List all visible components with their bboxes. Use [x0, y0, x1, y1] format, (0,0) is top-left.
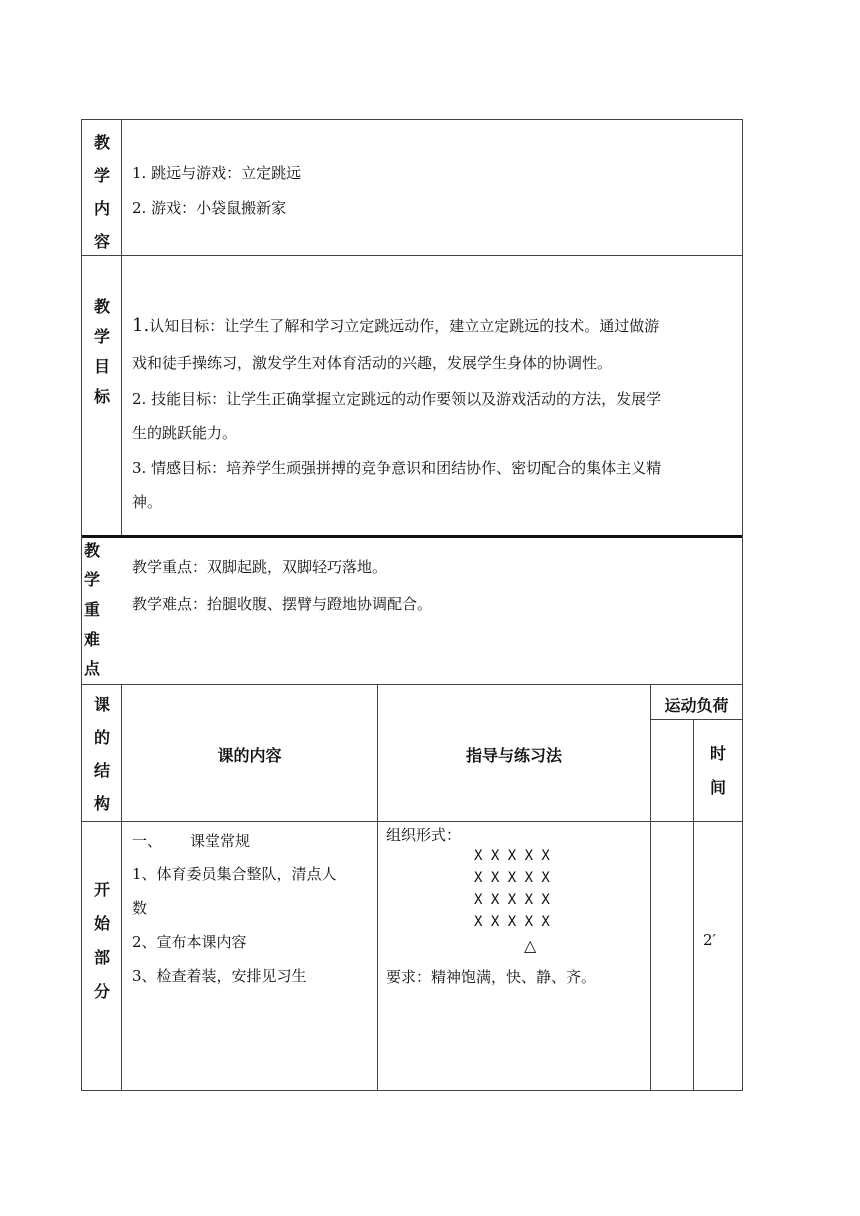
objective-2-line-2: 生的跳跃能力。: [132, 424, 238, 442]
lesson-content-header: 课的内容: [217, 746, 282, 765]
teaching-focus: 教学重点：双脚起跳，双脚轻巧落地。: [132, 558, 388, 576]
load-header-divider: [650, 719, 743, 720]
row-divider-content: [81, 255, 743, 256]
table-right-border: [742, 119, 743, 1091]
keypoints-row-label: 教 学 重 难 点: [83, 541, 100, 678]
organization-label: 组织形式：: [386, 826, 462, 844]
requirement-text: 要求：精神饱满，快、静、齐。: [386, 968, 597, 986]
routine-item-1-line-1: 1、体育委员集合整队，清点人: [132, 865, 337, 883]
row-divider-keypoints: [81, 684, 743, 685]
teaching-difficulty: 教学难点：抬腿收腹、摆臂与蹬地协调配合。: [132, 595, 433, 613]
routine-item-3: 3、检查着装，安排见习生: [132, 967, 307, 985]
content-row-label: 教 学 内 容: [93, 133, 110, 251]
time-header: 时 间: [709, 744, 726, 797]
objective-2-line-1: 2. 技能目标：让学生正确掌握立定跳远的动作要领以及游戏活动的方法，发展学: [132, 390, 662, 408]
method-load-divider: [650, 684, 651, 1091]
table-bottom-border: [81, 1090, 743, 1091]
structure-row-label: 课 的 结 构: [93, 695, 110, 813]
objective-3-line-2: 神。: [132, 493, 163, 511]
formation-row: X X X X X: [474, 914, 550, 930]
routine-item-1-line-2: 数: [132, 899, 148, 917]
objective-1-line-1: 1.认知目标：让学生了解和学习立定跳远动作，建立立定跳远的技术。通过做游: [132, 315, 660, 336]
start-section-label: 开 始 部 分: [93, 880, 110, 1001]
teacher-position-icon: △: [524, 936, 537, 955]
formation-row: X X X X X: [474, 870, 550, 886]
load-header: 运动负荷: [664, 696, 729, 715]
content-item-1: 1. 跳远与游戏：立定跳远: [132, 164, 302, 182]
routine-item-2: 2、宣布本课内容: [132, 933, 247, 951]
row-divider-objectives: [81, 535, 743, 538]
formation-row: X X X X X: [474, 848, 550, 864]
method-header: 指导与练习法: [465, 746, 562, 765]
objective-3-line-1: 3. 情感目标：培养学生顽强拼搏的竞争意识和团结协作、密切配合的集体主义精: [132, 459, 662, 477]
formation-row: X X X X X: [474, 892, 550, 908]
content-item-2: 2. 游戏：小袋鼠搬新家: [132, 199, 287, 217]
objective-1-number: 1.: [132, 315, 150, 336]
routine-heading: 一、 课堂常规: [132, 832, 251, 850]
objective-1-line-2: 戏和徒手操练习，激发学生对体育活动的兴趣，发展学生身体的协调性。: [132, 354, 613, 372]
time-value: 2′: [703, 931, 716, 949]
objectives-row-label: 教 学 目 标: [93, 297, 110, 406]
row-divider-header: [81, 821, 743, 822]
table-top-border: [81, 119, 743, 120]
